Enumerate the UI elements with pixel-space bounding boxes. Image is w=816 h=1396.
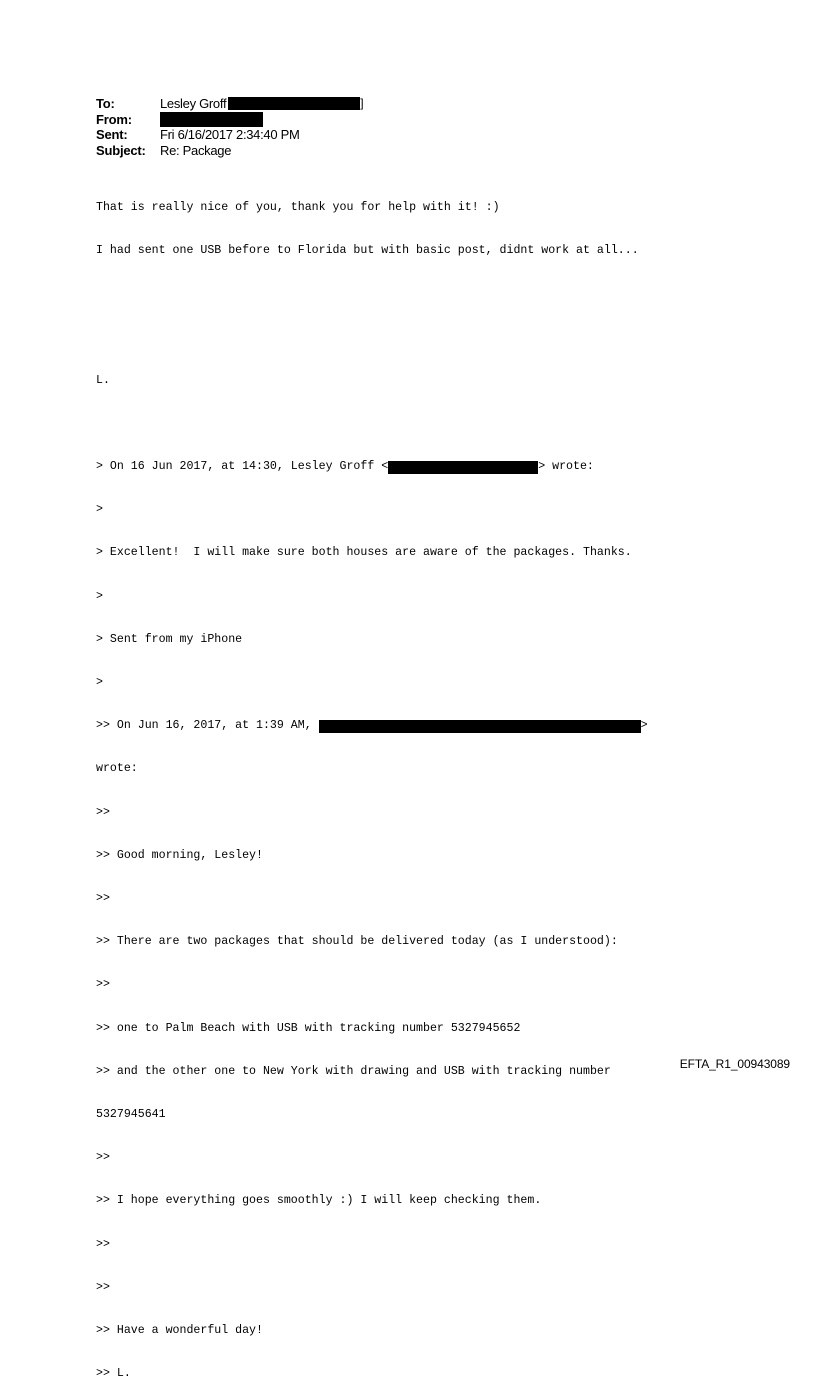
- body-line: >> and the other one to New York with drawing and USB with tracking number: [96, 1064, 611, 1078]
- body-line: >> L.: [96, 1367, 131, 1381]
- body-line: [96, 330, 648, 344]
- sent-row: [96, 127, 364, 143]
- body-line: >: [96, 676, 103, 690]
- to-value: Lesley Groff: [160, 96, 227, 111]
- quote-header-1-prefix: > On 16 Jun 2017, at 14:30, Lesley Groff <: [96, 460, 389, 474]
- email-header: [96, 96, 364, 158]
- body-line: >> one to Palm Beach with USB with tracking number 5327945652: [96, 1021, 521, 1035]
- body-line: wrote:: [96, 762, 138, 776]
- body-line: [96, 417, 648, 431]
- body-line: >>: [96, 892, 110, 906]
- body-line: L.: [96, 373, 110, 387]
- quote-header-2-prefix: >> On Jun 16, 2017, at 1:39 AM,: [96, 719, 319, 733]
- body-line: 5327945641: [96, 1108, 166, 1122]
- body-line: >> There are two packages that should be delivered today (as I understood):: [96, 935, 618, 949]
- from-label: From:: [96, 111, 132, 127]
- body-line: >>: [96, 978, 110, 992]
- quote-header-1: [96, 460, 648, 474]
- body-line: >>: [96, 1280, 110, 1294]
- body-line: >> Have a wonderful day!: [96, 1324, 263, 1338]
- from-row: [96, 112, 364, 128]
- body-line: >> Good morning, Lesley!: [96, 848, 263, 862]
- body-line: >: [96, 503, 103, 517]
- sender-redaction: [319, 720, 641, 733]
- body-line: That is really nice of you, thank you for help with it! :): [96, 200, 500, 214]
- body-line: >>: [96, 1237, 110, 1251]
- subject-label: Subject:: [96, 142, 146, 158]
- body-line: > Excellent! I will make sure both houses are aware of the packages. Thanks.: [96, 546, 632, 560]
- body-line: >>: [96, 1151, 110, 1165]
- body-line: >: [96, 589, 103, 603]
- to-bracket: ]: [360, 96, 364, 110]
- sent-label: Sent:: [96, 127, 128, 142]
- body-line: >>: [96, 805, 110, 819]
- quote-header-2: [96, 719, 648, 733]
- body-line: I had sent one USB before to Florida but with basic post, didnt work at all...: [96, 244, 639, 258]
- email-body: [96, 172, 648, 1396]
- quote-header-2-suffix: >: [640, 719, 648, 733]
- email-redaction: [388, 461, 538, 474]
- quote-header-1-suffix: > wrote:: [538, 460, 594, 474]
- body-line: > Sent from my iPhone: [96, 632, 243, 646]
- sent-value: Fri 6/16/2017 2:34:40 PM: [160, 127, 300, 142]
- subject-row: [96, 143, 364, 159]
- to-row: [96, 96, 364, 112]
- document-id: EFTA_R1_00943089: [679, 1057, 790, 1071]
- from-redaction: [160, 112, 263, 127]
- subject-value: Re: Package: [160, 142, 232, 158]
- body-line: [96, 287, 648, 301]
- to-redaction: [228, 97, 360, 110]
- body-line: >> I hope everything goes smoothly :) I will keep checking them.: [96, 1194, 542, 1208]
- to-label: To:: [96, 96, 115, 111]
